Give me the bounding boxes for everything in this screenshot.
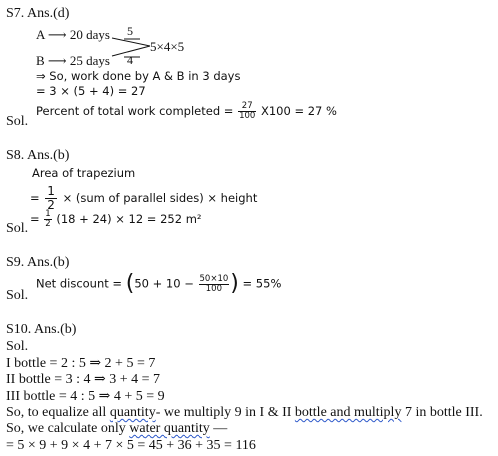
s7-sol: Sol.: [6, 114, 29, 129]
s10-line3: III bottle = 4 : 5 ⇒ 4 + 5 = 9: [6, 389, 165, 404]
s7-line2: = 3 × (5 + 4) = 27: [36, 84, 146, 98]
s9-close-paren: ): [230, 271, 239, 296]
s8-half-den: 2: [47, 198, 55, 212]
s8-half-fraction: [45, 185, 57, 212]
s8-half-small-den: 2: [45, 219, 51, 229]
s9-inner: 50 + 10 −: [134, 276, 194, 291]
s7-percent-den: 100: [239, 111, 256, 121]
s7-heading: S7. Ans.(d): [6, 6, 70, 21]
s8-eq1-suffix: × (sum of parallel sides) × height: [62, 191, 258, 205]
s8-eq1-prefix: =: [30, 191, 40, 205]
s7-eff-a: 5: [127, 24, 133, 38]
s7-lcm: 5×4×5: [150, 39, 185, 54]
s9-frac-num: 50×10: [199, 273, 229, 284]
s10-line5: [6, 421, 227, 436]
s7-percent-prefix: Percent of total work completed =: [36, 104, 234, 118]
s8-eq2-prefix: =: [30, 212, 40, 226]
s10-sol: Sol.: [6, 339, 29, 354]
s8-half-fraction-small: [44, 210, 51, 229]
s8-line1: Area of trapezium: [32, 166, 136, 180]
s7-line1: ⇒ So, work done by A & B in 3 days: [36, 69, 241, 83]
s10-line4: [6, 405, 483, 420]
s7-row-b: [36, 53, 110, 68]
s10-line5-c: —: [209, 421, 228, 436]
s7-percent-num: 27: [238, 102, 256, 112]
s8-eq2-suffix: (18 + 24) × 12 = 252 m²: [56, 212, 202, 226]
s9-frac-den: 100: [205, 283, 222, 294]
s10-line4-e: 7 in bottle III.: [401, 405, 483, 420]
s10-heading: S10. Ans.(b): [6, 322, 77, 337]
s10-line4-c: - we multiply 9 in I & II: [155, 405, 295, 420]
s10-line2: II bottle = 3 : 4 ⇒ 3 + 4 = 7: [6, 372, 161, 387]
s7-percent: [36, 102, 337, 121]
s10-line4-a: So, to equalize all: [6, 405, 110, 420]
s9-prefix: Net discount =: [36, 276, 123, 291]
s7-percent-fraction: [238, 102, 256, 121]
s8-sol: Sol.: [6, 221, 29, 236]
s7-days-b: 25 days: [69, 53, 110, 68]
s10-line5-a: So, we calculate only: [6, 421, 130, 436]
s7-percent-suffix: X100 = 27 %: [260, 104, 337, 118]
s10-line4-b: quantity: [109, 405, 156, 420]
s10-line6: = 5 × 9 + 9 × 4 + 7 × 5 = 45 + 36 + 35 = 116: [6, 438, 256, 453]
s8-half-small-num: 1: [45, 209, 51, 219]
s9-open-paren: (: [125, 271, 135, 296]
s9-suffix: = 55%: [242, 276, 282, 291]
s8-half-num: 1: [47, 184, 55, 198]
arrow-right-icon: ⟶: [47, 53, 67, 68]
s7-merge-lines: [110, 30, 154, 66]
s9-heading: S9. Ans.(b): [6, 255, 70, 270]
s8-eq1: [30, 185, 257, 212]
s10-line4-d: bottle and multiply: [294, 405, 402, 420]
s10-line1: I bottle = 2 : 5 ⇒ 2 + 5 = 7: [6, 356, 156, 371]
s8-eq2: [30, 210, 202, 229]
s10-line5-b: water quantity: [129, 421, 210, 436]
s7-days-a: 20 days: [69, 27, 110, 42]
s9-fraction: [199, 275, 230, 294]
s7-label-a: A: [36, 27, 45, 42]
s8-heading: S8. Ans.(b): [6, 148, 70, 163]
s7-row-a: [36, 27, 110, 42]
s9-sol: Sol.: [6, 288, 29, 303]
s7-label-b: B: [36, 53, 45, 68]
arrow-right-icon: ⟶: [47, 27, 67, 42]
s7-eff-b: 4: [127, 53, 133, 67]
s9-equation: [36, 271, 282, 296]
